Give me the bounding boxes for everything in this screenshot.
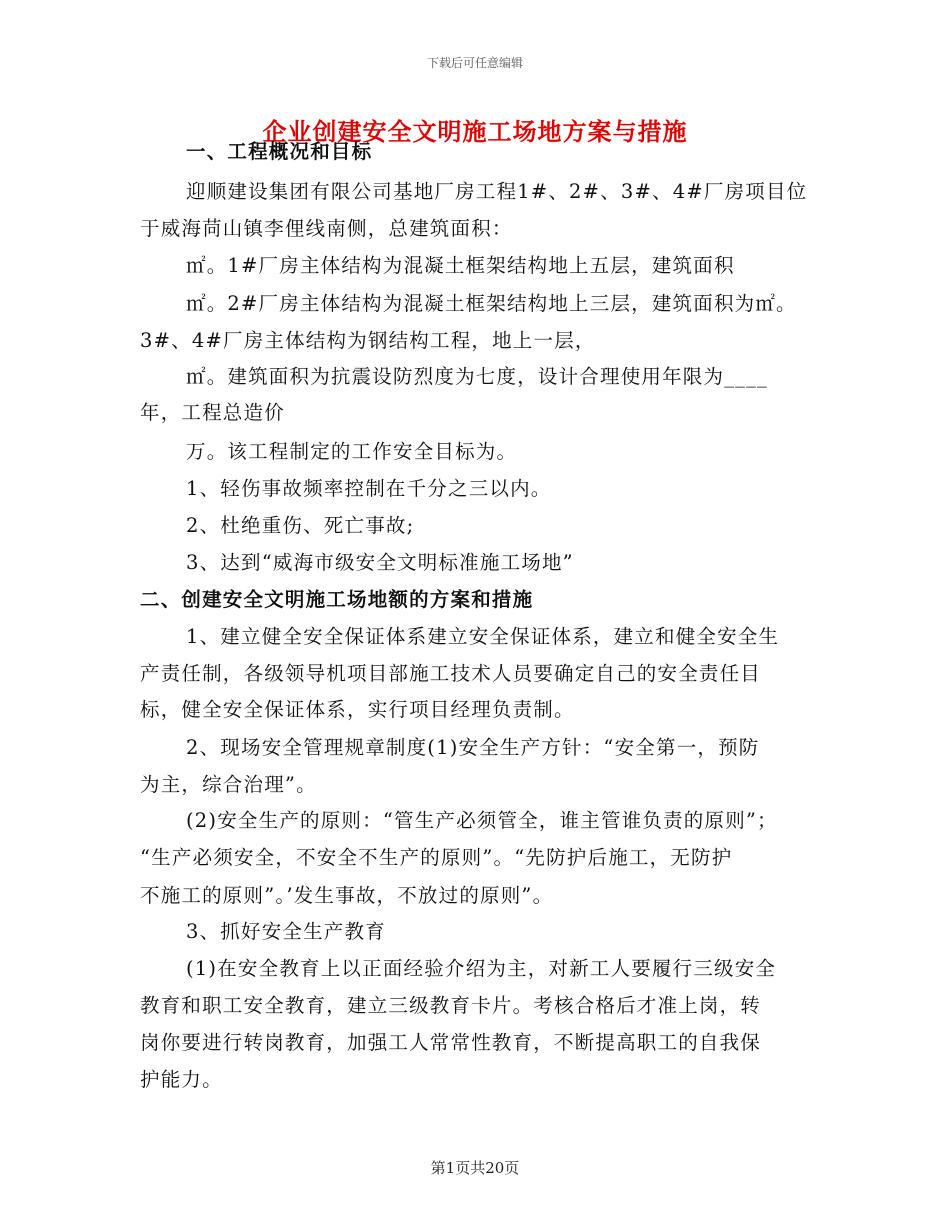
paragraph-line: ㎡。2#厂房主体结构为混凝土框架结构地上三层，建筑面积为㎡。 bbox=[186, 292, 797, 315]
section-heading: 一、工程概况和目标 bbox=[186, 140, 373, 163]
paragraph-line: 标，健全安全保证体系，实行项目经理负责制。 bbox=[140, 698, 575, 721]
page-header-note: 下载后可任意编辑 bbox=[426, 56, 523, 70]
paragraph-line: 万。该工程制定的工作安全目标为。 bbox=[186, 440, 518, 463]
paragraph-line: ㎡。建筑面积为抗震设防烈度为七度，设计合理使用年限为____ bbox=[186, 365, 769, 388]
paragraph-line: 产责任制，各级领导机项目部施工技术人员要确定自己的安全责任目 bbox=[140, 662, 762, 685]
paragraph-line: 2、杜绝重伤、死亡事故; bbox=[186, 514, 415, 537]
page-footer: 第1页共20页 bbox=[430, 1159, 520, 1177]
paragraph-line: (2)安全生产的原则：“管生产必须管全，谁主管谁负责的原则”； bbox=[186, 809, 778, 832]
paragraph-line: 2、现场安全管理规章制度(1)安全生产方针：“安全第一，预防 bbox=[186, 736, 760, 759]
paragraph-line: 年，工程总造价 bbox=[140, 401, 285, 424]
section-heading: 二、创建安全文明施工场地额的方案和措施 bbox=[140, 588, 534, 611]
paragraph-line: ㎡。1#厂房主体结构为混凝土框架结构地上五层，建筑面积 bbox=[186, 254, 735, 277]
paragraph-line: 护能力。 bbox=[140, 1068, 223, 1091]
paragraph-line: 岗你要进行转岗教育，加强工人常常性教育，不断提高职工的自我保 bbox=[140, 1031, 762, 1054]
paragraph-line: 1、轻伤事故频率控制在千分之三以内。 bbox=[186, 477, 552, 500]
paragraph-line: (1)在安全教育上以正面经验介绍为主，对新工人要履行三级安全 bbox=[186, 957, 777, 980]
paragraph-line: 于威海苘山镇李俚线南侧，总建筑面积： bbox=[140, 217, 513, 240]
paragraph-line: 3、达到“威海市级安全文明标准施工场地” bbox=[186, 551, 574, 574]
document-title: 企业创建安全文明施工场地方案与措施 bbox=[262, 117, 688, 146]
paragraph-line: 为主，综合治理”。 bbox=[140, 773, 317, 796]
paragraph-line: 1、建立健全安全保证体系建立安全保证体系，建立和健全安全生 bbox=[186, 625, 780, 648]
paragraph-line: 不施工的原则”。’发生事故，不放过的原则”。 bbox=[140, 884, 554, 907]
paragraph-line: 迎顺建设集团有限公司基地厂房工程1#、2#、3#、4#厂房项目位 bbox=[186, 180, 808, 203]
paragraph-line: “生产必须安全，不安全不生产的原则”。“先防护后施工，无防护 bbox=[140, 846, 733, 869]
paragraph-line: 教育和职工安全教育，建立三级教育卡片。考核合格后才准上岗，转 bbox=[140, 994, 762, 1017]
paragraph-line: 3、抓好安全生产教育 bbox=[186, 920, 386, 943]
paragraph-line: 3#、4#厂房主体结构为钢结构工程，地上一层， bbox=[140, 329, 596, 352]
